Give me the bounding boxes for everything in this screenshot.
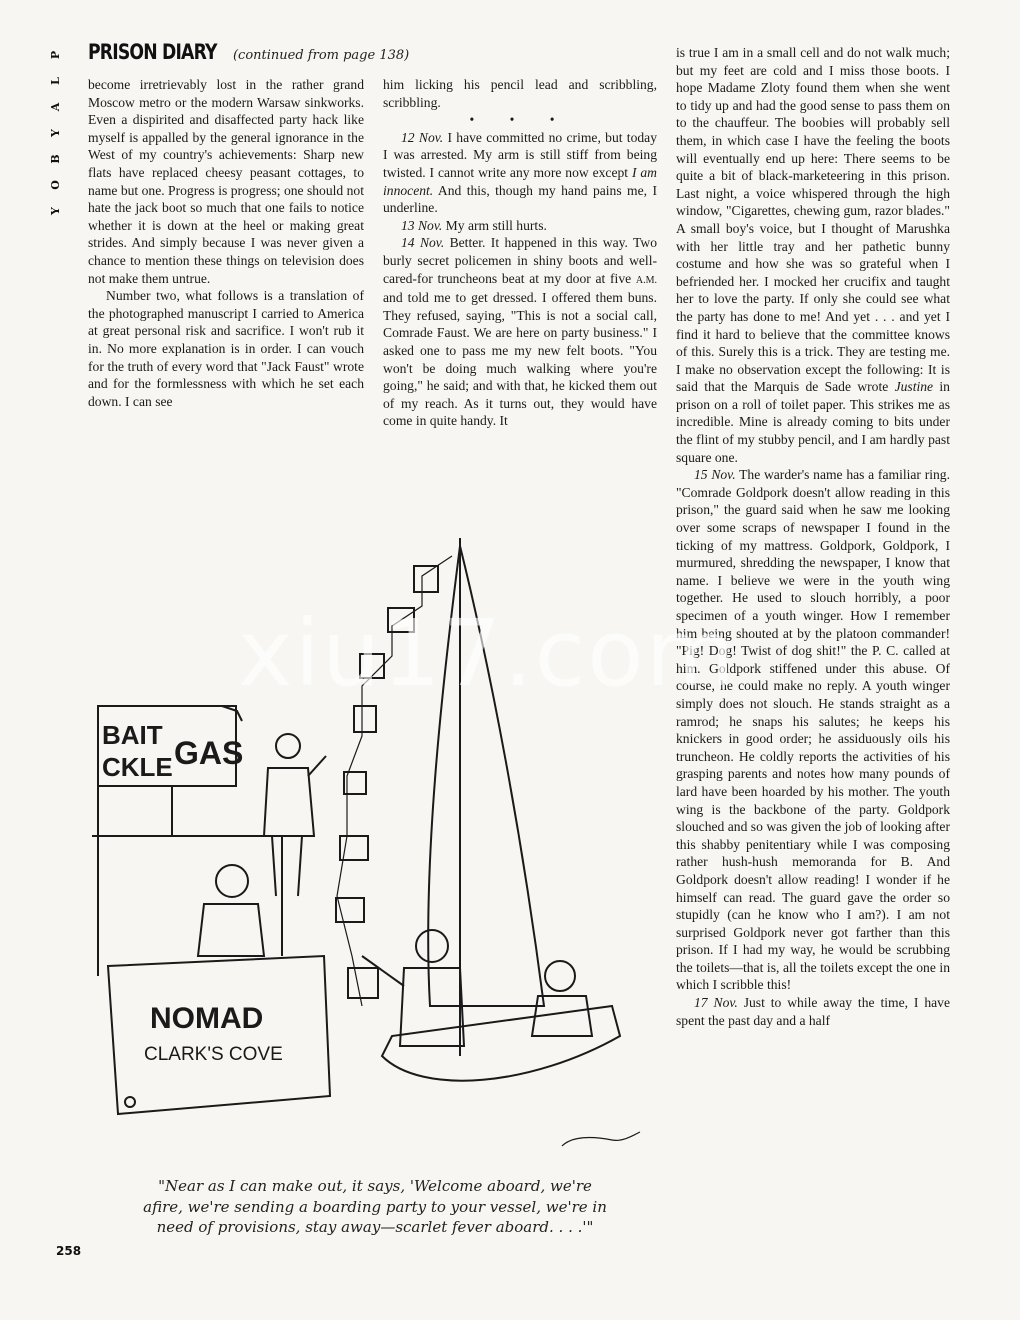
man-on-dock-head: [276, 734, 300, 758]
sign-gas: GAS: [174, 735, 244, 771]
paragraph: become irretrievably lost in the rather grand Moscow metro or the modern Warsaw sinkworks. Even a dispirited and disaffected party hack like myself is appalled by the general ignorance in the West of my country's achievements: Sharp new flats have replaced cheesy peasant cottages, to name but one. Progress is progress; one should not hate the jack boot so much that one fails to notice whether it is down at the heel or making great strides. And simply because I was never given a chance to mention these things on television does not make them untrue.: [88, 77, 364, 286]
entry-text: And this, though my hand pains me, I underline.: [383, 182, 657, 216]
spine-letter: L: [49, 77, 62, 85]
entry-text: My arm still hurts.: [442, 217, 547, 233]
spine-logo: [49, 42, 70, 224]
entry-date: 15 Nov.: [694, 467, 736, 483]
entry-text: and told me to get dressed. I offered them buns. They refused, saying, "This is not a social call, Comrade Faust. We are here on party business." I asked one to pass me my new felt boots. "You won't be doing much walking where you're going," he said; and with that, he kicked them out of my reach. As it turns out, they would have come in quite handy. It: [383, 290, 657, 429]
watermark: xiu17.com: [238, 600, 738, 707]
paragraph: [676, 44, 950, 466]
cartoon-illustration: [92, 536, 658, 1166]
sign-tackle: CKLE: [102, 752, 173, 782]
spine-letter: Y: [49, 129, 62, 137]
entry-date: 12 Nov.: [401, 129, 444, 145]
page-number: 258: [56, 1244, 82, 1258]
entry-text: Better. It happened in this way. Two burly secret policemen in shiny boots and well-cared-for truncheons beat at my door at five: [383, 235, 658, 286]
paragraph: him licking his pencil lead and scribbling, scribbling.: [383, 77, 657, 110]
diary-entry-14-nov: [383, 234, 657, 430]
diary-entry-13-nov: [383, 217, 657, 235]
text-column-2: [383, 76, 657, 430]
text-column-1: [88, 76, 364, 410]
book-title: Justine: [894, 379, 934, 395]
spine-letter: A: [49, 102, 62, 112]
entry-text: Just to while away the time, I have spent the past day and a half: [676, 995, 951, 1028]
article-title: PRISON DIARY: [88, 40, 217, 64]
emphasis: I am innocent.: [383, 164, 657, 198]
spine-letter: Y: [49, 207, 62, 215]
sailboat-hull: [382, 1006, 620, 1081]
spine-letter: B: [49, 154, 62, 164]
small-caps-time: A.M.: [635, 274, 657, 286]
diary-entry-15-nov: [676, 466, 950, 994]
spine-letter: O: [49, 180, 62, 190]
boat-port: CLARK'S COVE: [144, 1044, 283, 1065]
continued-note: (continued from page 138): [232, 48, 410, 63]
diary-entry-17-nov: [676, 994, 950, 1029]
entry-date: 14 Nov.: [401, 235, 445, 251]
motor-boat-hull: [108, 956, 330, 1114]
section-break: • • •: [469, 112, 571, 128]
sign-bait: BAIT: [102, 720, 163, 750]
entry-text: in prison on a roll of toilet paper. This strikes me as incredible. Mine is already coming to bits under the flint of my stubby pencil, and I am hardly past square one.: [676, 379, 950, 465]
spine-letter: P: [49, 50, 62, 60]
entry-text: is true I am in a small cell and do not walk much; but my feet are cold and I miss those boots. I hope Madame Zloty found them when she went to tidy up and had the good sense to pass them on to the chauffeur. The boobies will probably sell them, in which case I have the feeling the boots will eventually end up here: There seems to be quite a bit of black-marketeering in this prison. Last night, a voice whispered through the high window, "Cigarettes, chewing gum, razor blades." A small boy's voice, but I thought of Marushka with her little tray and her pathetic bunny costume and how she was so grateful when I befriended her. I mocked her crucifix and taught her to love the party. If only she could see what the party has done to me! And yet . . . and yet I find it hard to believe that the committee knows of this. Surely this is a trick. They are testing me. I make no observation except the following: It is said that the Marquis de Sade wrote: [676, 45, 950, 395]
entry-date: 13 Nov.: [401, 217, 443, 233]
boat-name: NOMAD: [150, 1002, 264, 1035]
entry-text: I have committed no crime, but today I was arrested. My arm is still stiff from being twisted. I cannot write any more now except: [383, 129, 658, 180]
cartoon-caption: "Near as I can make out, it says, 'Welcome aboard, we're afire, we're sending a boarding party to your vessel, we're in need of provisions, stay away—scarlet fever aboard. . . .'": [143, 1177, 607, 1236]
text-column-3: [676, 44, 950, 1029]
article-header: [88, 40, 648, 64]
entry-date: 17 Nov.: [694, 995, 738, 1011]
paragraph: Number two, what follows is a translation of the photographed manuscript I carried to America at great personal risk and sacrifice. I won't rub it in. No more explanation is in order. I can vouch for the truth of every word that "Jack Faust" wrote and for the formlessness with which he set each down. I can see: [88, 288, 364, 409]
diary-entry-12-nov: [383, 129, 657, 217]
entry-text: The warder's name has a familiar ring. "Comrade Goldpork doesn't allow reading in this prison," the guard said when he saw me looking over some scraps of newspaper I found in the ticking of my mattress. Goldpork, Goldpork, I murmured, shredding the newspaper, I know that name. I believe we were in the youth wing together. He used to slouch horribly, a poor specimen of a youth winger. How I remember him being shouted at by the platoon commander! "Pig! Dog! Twist of dog shit!" the P. C. called at him. Goldpork stiffened under this abuse. Of course, he could make no reply. A youth winger simply does not slouch. He stands straight as a ramrod; he snaps his salutes; he keeps his knickers in good order; he assiduously oils his truncheon. He coldly reports the activities of his grasping parents and notes how many pounds of lard have been hoarded by his mother. The youth wing is the backbone of the party. Goldpork slouched and so was given the job of looking after this shabby penitentiary while I was composing rather hush-hush memoranda for B. And Goldpork doesn't allow reading! I wonder if he himself can read. The guard gave the order so stupidly (can he know who I am?). I am not surprised Goldpork never got farther than this prison. If I had my way, he would be scrubbing the toilets—that is, all the toilets except the one in which I scribble this!: [676, 467, 950, 993]
